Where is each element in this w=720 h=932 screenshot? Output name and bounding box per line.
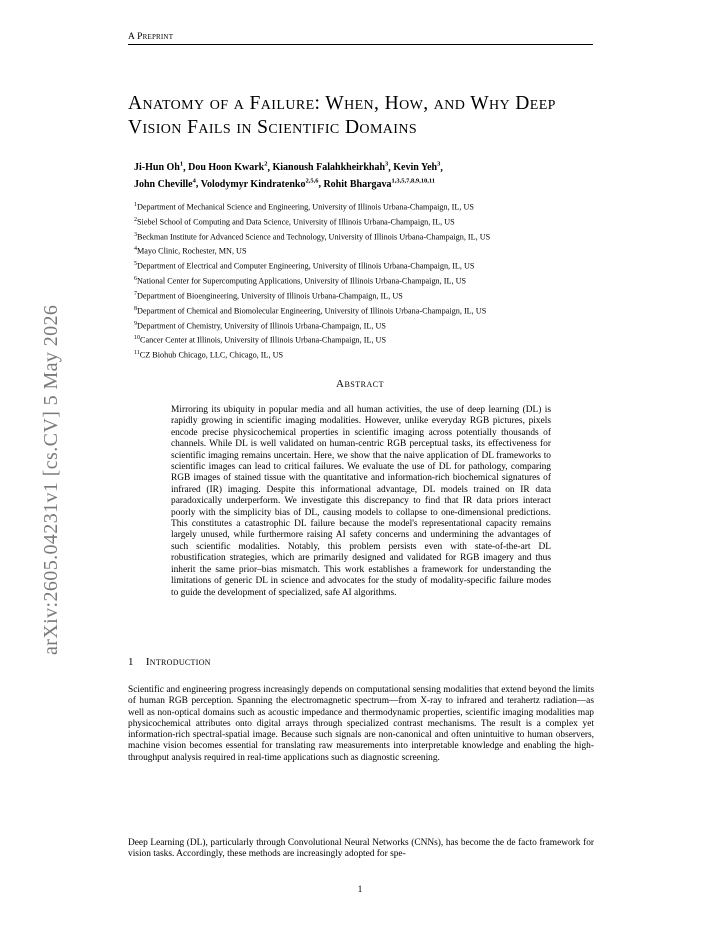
page-number: 1 (357, 885, 363, 895)
affiliation: $^{10}$Cancer Center at Illinois, University of Illinois Urbana-Champaign, IL, US (134, 335, 387, 346)
author: Kianoush Falahkheirkhah$^3$ (272, 161, 389, 174)
affiliation: $^3$Beckman Institute for Advanced Science and Technology, University of Illinois Urbana-Champaign, IL, US (134, 231, 491, 242)
author: John Cheville$^4$ (134, 177, 196, 190)
abstract-text: Mirroring its ubiquity in popular media and all human activities, the use of deep learning (DL) is rapidly growing in scientific imaging modalities. However, unlike everyday RGB pictures, pixels encode precise physicochemical properties in scientific imaging across potentially thousands of channels. While DL is well validated on human-centric RGB perceptual tasks, its effectiveness for scientific imaging remains uncertain. Here, we show that the naive application of DL frameworks to scientific images can lead to critical failures. We evaluate the use of DL for pathology, comparing RGB images of stained tissue with the quantitative and information-rich biochemical signatures of infrared (IR) imaging. Despite this informational advantage, DL models trained on IR data paradoxically underperform. We investigate this discrepancy to find that IR data priors interact poorly with the simplicity bias of DL, causing models to collapse to one-dimensional predictions. This constitutes a catastrophic DL failure because the model's representational capacity remains largely unused, while furthermore raising AI safety concerns and undermining the advantages of such scientific modalities. Notably, this problem persists even with state-of-the-art DL robustification strategies, which are primarily designed and validated for RGB imagery and thus inherit the same prior–bias mismatch. This work establishes a framework for understanding the limitations of generic DL in science and advocates for the study of modality-specific failure modes to guide the development of specialized, safe AI algorithms. (171, 405, 551, 598)
author: Volodymyr Kindratenko$^{2,5,6}$ (200, 177, 319, 190)
section-title: Introduction (145, 656, 211, 668)
author: Rohit Bhargava$^{1,3,5,7,8,9,10,11}$ (323, 177, 436, 190)
affiliation: $^9$Department of Chemistry, University of Illinois Urbana-Champaign, IL, US (134, 320, 386, 331)
affiliation-list (134, 199, 604, 362)
affiliation: $^7$Department of Bioengineering, University of Illinois Urbana-Champaign, IL, US (134, 290, 403, 301)
affiliation: $^6$National Center for Supercomputing Applications, University of Illinois Urbana-Champaign, IL, US (134, 276, 467, 286)
affiliation: $^8$Department of Chemical and Biomolecular Engineering, University of Illinois Urbana-Champaign, IL, US (134, 305, 487, 316)
running-header: A Preprint (128, 32, 593, 45)
paper-title: Anatomy of a Failure: When, How, and Why Deep Vision Fails in Scientific Domains (128, 93, 556, 138)
author: Ji-Hun Oh$^1$ (134, 161, 184, 174)
body-paragraph: Scientific and engineering progress increasingly depends on computational sensing modalities that extend beyond the limits of human RGB perception. Spanning the electromagnetic spectrum—from X-ray to infrared and terahertz radiation—as well as non-optical domains such as acoustic impedance and thermodynamic properties, scientific imaging modalities map physicochemical attributes onto digital arrays through specialized contrast mechanisms. The result is a complex yet information-rich spectral-spatial image. Because such signals are non-canonical and often unintuitive to human observers, machine vision becomes essential for translating raw measurements into interpretable knowledge and enabling the high-throughput analysis required in real-time applications such as diagnostic screening. (128, 685, 594, 763)
section-heading (128, 656, 528, 668)
affiliation: $^2$Siebel School of Computing and Data Science, University of Illinois Urbana-Champaign, IL, US (134, 216, 455, 227)
affiliation: $^1$Department of Mechanical Science and Engineering, University of Illinois Urbana-Champaign, IL, US (134, 202, 474, 212)
body-paragraph: Deep Learning (DL), particularly through Convolutional Neural Networks (CNNs), has become the de facto framework for vision tasks. Accordingly, these methods are increasingly adopted for spe- (128, 838, 594, 860)
abstract-heading: Abstract (336, 378, 384, 390)
affiliation: $^{11}$CZ Biohub Chicago, LLC, Chicago, IL, US (134, 350, 284, 361)
section-number: 1 (128, 656, 134, 668)
arxiv-identifier-stamp: arXiv:2605.04231v1 [cs.CV] 5 May 2026 (40, 304, 62, 655)
author: Kevin Yeh$^3$ (393, 161, 441, 174)
affiliation: $^4$Mayo Clinic, Rochester, MN, US (134, 246, 247, 257)
affiliation: $^5$Department of Electrical and Computer Engineering, University of Illinois Urbana-Champaign, IL, US (134, 261, 475, 272)
author-list: Ji-Hun Oh$^1$, Dou Hoon Kwark$^2$, Kianoush Falahkheirkhah$^3$, Kevin Yeh$^3$, John Cheville$^4$, Volodymyr Kindratenko$^{2,5,6}$, Rohit Bhargava$^{1,3,5,7,8,9,10,11}$ (134, 161, 443, 190)
author: Dou Hoon Kwark$^2$ (188, 161, 268, 174)
